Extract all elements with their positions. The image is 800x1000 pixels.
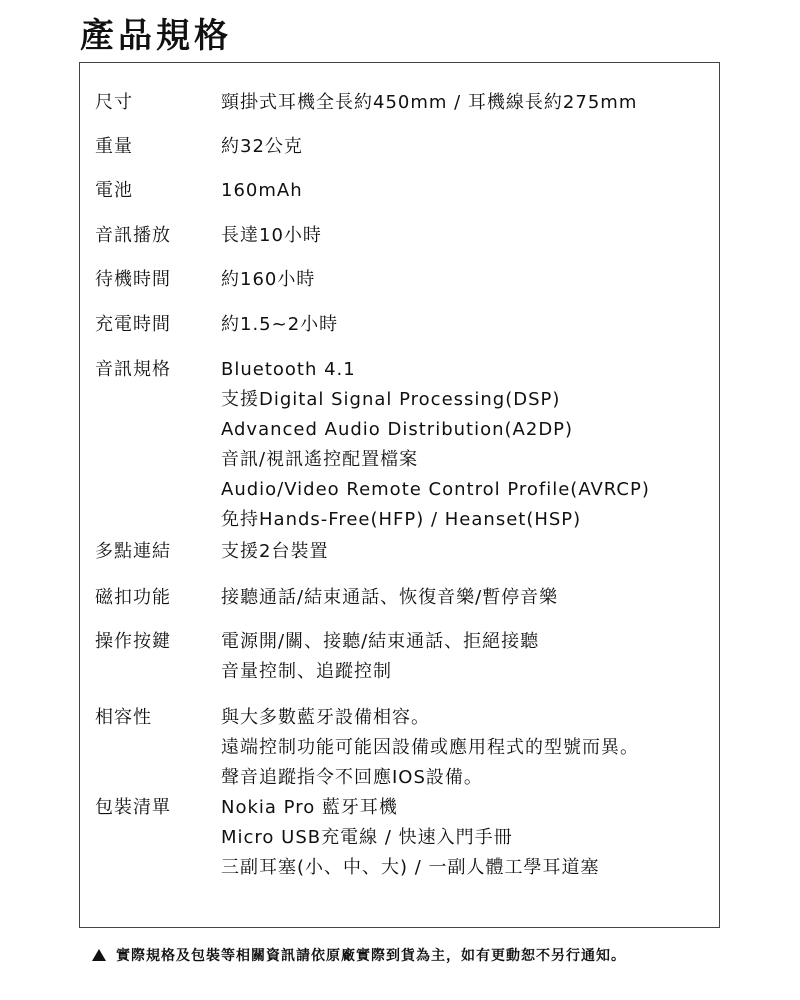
- spec-value: [221, 703, 709, 793]
- spec-label: 重量: [95, 136, 133, 157]
- spec-value-line: 160mAh: [221, 180, 303, 201]
- page-title: 產品規格: [80, 16, 232, 56]
- spec-label: 音訊規格: [95, 359, 171, 380]
- spec-value: [221, 537, 709, 567]
- spec-label: 操作按鍵: [95, 631, 171, 652]
- spec-value-line: Audio/Video Remote Control Profile(AVRCP): [221, 479, 650, 500]
- spec-value-line: 約160小時: [221, 269, 316, 290]
- spec-value-line: 音訊/視訊遙控配置檔案: [221, 449, 419, 470]
- spec-value-line: 音量控制、追蹤控制: [221, 661, 392, 682]
- spec-value-line: 聲音追蹤指令不回應IOS設備。: [221, 767, 483, 788]
- spec-label: 音訊播放: [95, 225, 171, 246]
- spec-value-line: 頸掛式耳機全長約450mm / 耳機線長約275mm: [221, 92, 638, 113]
- spec-value-line: Micro USB充電線 / 快速入門手冊: [221, 827, 513, 848]
- spec-value: [221, 627, 709, 687]
- spec-value-line: 支援2台裝置: [221, 541, 329, 562]
- footnote: [92, 944, 626, 968]
- spec-value: [221, 265, 709, 295]
- spec-value-line: 與大多數藍牙設備相容。: [221, 707, 430, 728]
- triangle-icon: [92, 949, 106, 961]
- spec-label: 包裝清單: [95, 797, 171, 818]
- spec-table: [79, 62, 720, 928]
- spec-value-line: Advanced Audio Distribution(A2DP): [221, 419, 574, 440]
- spec-value: [221, 583, 709, 613]
- spec-value-line: 支援Digital Signal Processing(DSP): [221, 389, 561, 410]
- spec-label: 充電時間: [95, 314, 171, 335]
- spec-label: 磁扣功能: [95, 587, 171, 608]
- spec-value-line: 約32公克: [221, 136, 303, 157]
- spec-value: [221, 355, 709, 535]
- spec-label: 電池: [95, 180, 133, 201]
- spec-value-line: 免持Hands-Free(HFP) / Heanset(HSP): [221, 509, 582, 530]
- spec-value: [221, 88, 709, 118]
- spec-value: [221, 310, 709, 340]
- spec-value-line: 遠端控制功能可能因設備或應用程式的型號而異。: [221, 737, 639, 758]
- spec-value-line: Nokia Pro 藍牙耳機: [221, 797, 398, 818]
- spec-value: [221, 793, 709, 883]
- spec-value-line: 接聽通話/結束通話、恢復音樂/暫停音樂: [221, 587, 559, 608]
- spec-value-line: Bluetooth 4.1: [221, 359, 356, 380]
- spec-value: [221, 132, 709, 162]
- spec-label: 待機時間: [95, 269, 171, 290]
- spec-value: [221, 176, 709, 206]
- spec-value-line: 長達10小時: [221, 225, 322, 246]
- footnote-text: 實際規格及包裝等相關資訊請依原廠實際到貨為主，如有更動恕不另行通知。: [116, 948, 626, 964]
- spec-value: [221, 221, 709, 251]
- spec-label: 相容性: [95, 707, 152, 728]
- spec-value-line: 電源開/關、接聽/結束通話、拒絕接聽: [221, 631, 540, 652]
- spec-label: 尺寸: [95, 92, 133, 113]
- spec-value-line: 三副耳塞(小、中、大) / 一副人體工學耳道塞: [221, 857, 600, 878]
- spec-label: 多點連結: [95, 541, 171, 562]
- spec-value-line: 約1.5~2小時: [221, 314, 339, 335]
